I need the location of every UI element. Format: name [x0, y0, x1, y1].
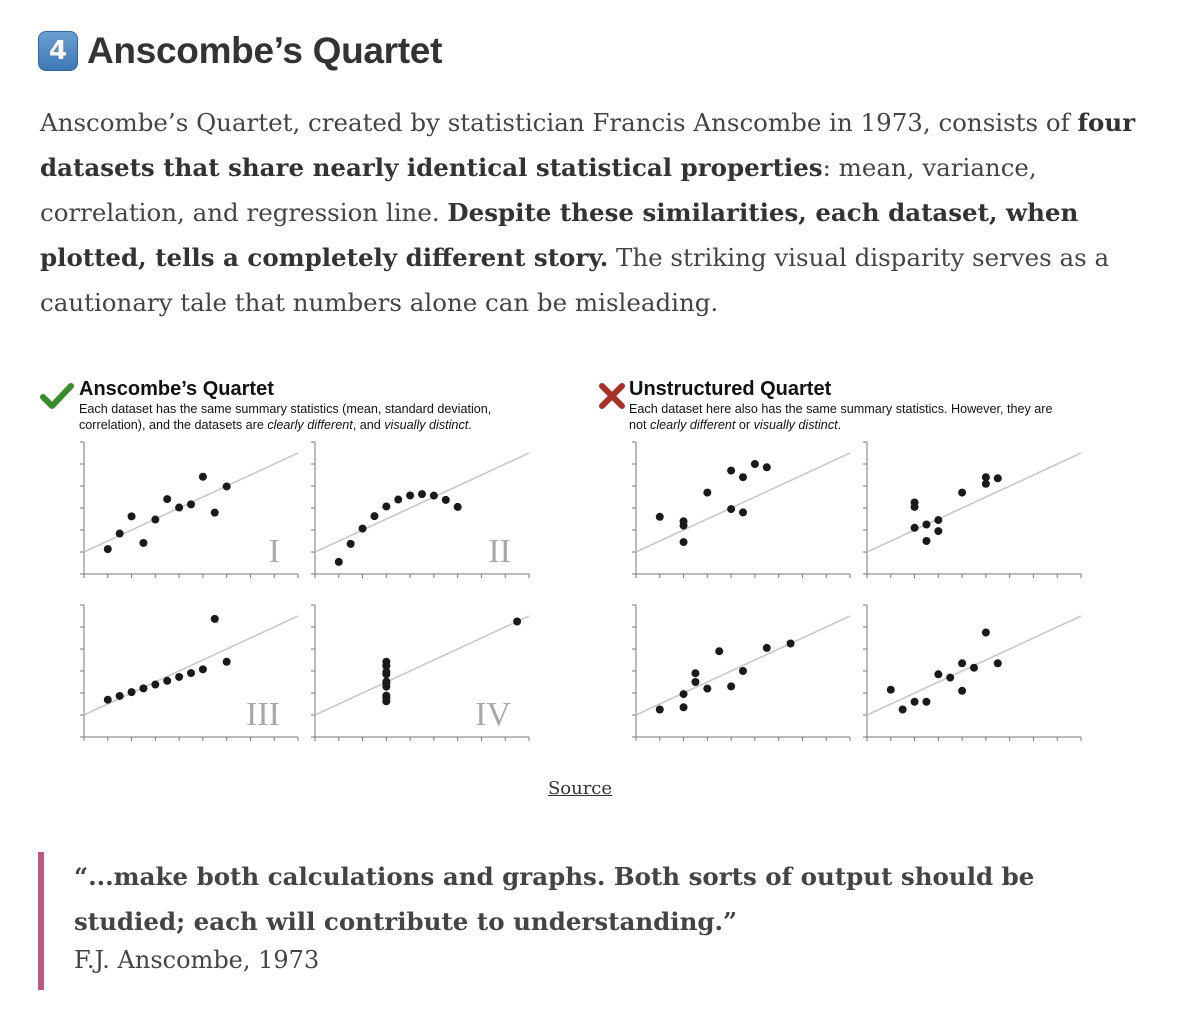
left-panel-title: Anscombe’s Quartet	[79, 378, 274, 400]
data-point	[727, 682, 735, 690]
scatter-plot-8	[863, 605, 1081, 741]
data-point	[958, 659, 966, 667]
scatter-plot-3	[80, 605, 298, 741]
data-point	[199, 473, 207, 481]
quote-attribution: F.J. Anscombe, 1973	[74, 946, 320, 974]
data-point	[151, 516, 159, 524]
dataset-label: IV	[475, 696, 511, 733]
data-point	[751, 460, 759, 468]
data-point	[347, 540, 355, 548]
data-point	[934, 527, 942, 535]
intro-text-3: The striking visual disparity serves as a cautionary tale that numbers alone can be misleading.	[40, 243, 1110, 317]
source-link[interactable]: Source	[547, 778, 613, 799]
data-point	[727, 505, 735, 513]
scatter-plots	[0, 370, 1200, 770]
data-point	[922, 698, 930, 706]
data-point	[382, 694, 390, 702]
data-point	[223, 658, 231, 666]
data-point	[982, 473, 990, 481]
data-point	[370, 512, 378, 520]
data-point	[787, 640, 795, 648]
dataset-label: I	[268, 533, 280, 570]
data-point	[703, 489, 711, 497]
data-point	[163, 677, 171, 685]
right-desc-text-1: Each dataset here also has the same summary statistics. However, they are not	[629, 402, 1053, 432]
quote-text: “...make both calculations and graphs. Both sorts of output should be studied; each will contribute to understanding.”	[74, 862, 1035, 936]
right-desc-text-2: or	[735, 418, 754, 432]
regression-line	[636, 616, 850, 715]
section-heading	[38, 30, 442, 72]
data-point	[418, 490, 426, 498]
data-point	[680, 538, 688, 546]
data-point	[139, 684, 147, 692]
data-point	[958, 687, 966, 695]
data-point	[680, 522, 688, 530]
data-point	[359, 525, 367, 533]
data-point	[128, 688, 136, 696]
data-point	[739, 667, 747, 675]
data-point	[223, 482, 231, 490]
keycap-number-icon: 4	[38, 31, 78, 71]
data-point	[513, 618, 521, 626]
data-point	[104, 696, 112, 704]
data-point	[335, 558, 343, 566]
data-point	[739, 473, 747, 481]
scatter-plot-7	[632, 605, 850, 741]
data-point	[656, 706, 664, 714]
data-point	[691, 678, 699, 686]
data-point	[406, 491, 414, 499]
data-point	[430, 492, 438, 500]
data-point	[128, 512, 136, 520]
data-point	[175, 673, 183, 681]
data-point	[454, 503, 462, 511]
scatter-plot-6	[863, 442, 1081, 578]
data-point	[911, 698, 919, 706]
data-point	[934, 670, 942, 678]
data-point	[934, 516, 942, 524]
data-point	[163, 495, 171, 503]
intro-paragraph	[40, 100, 1160, 325]
data-point	[211, 509, 219, 517]
left-desc-em-1: clearly different	[267, 418, 353, 432]
quartet-figure	[0, 370, 1200, 770]
scatter-plot-4	[311, 605, 529, 741]
data-point	[946, 674, 954, 682]
data-point	[958, 489, 966, 497]
data-point	[104, 545, 112, 553]
dataset-label: III	[246, 696, 280, 733]
data-point	[763, 463, 771, 471]
data-point	[116, 530, 124, 538]
data-point	[680, 703, 688, 711]
data-point	[911, 499, 919, 507]
scatter-plot-2	[311, 442, 529, 578]
intro-text-2: : mean, variance, correlation, and regression line.	[40, 153, 1037, 227]
data-point	[887, 686, 895, 694]
data-point	[199, 665, 207, 673]
data-point	[763, 644, 771, 652]
data-point	[656, 513, 664, 521]
left-desc-em-2: visually distinct	[384, 418, 469, 432]
data-point	[911, 524, 919, 532]
data-point	[727, 467, 735, 475]
data-point	[151, 681, 159, 689]
blockquote	[38, 852, 1138, 990]
data-point	[739, 508, 747, 516]
dataset-label: II	[488, 533, 511, 570]
data-point	[382, 502, 390, 510]
data-point	[175, 504, 183, 512]
data-point	[139, 539, 147, 547]
data-point	[703, 685, 711, 693]
right-desc-em-1: clearly different	[650, 418, 736, 432]
data-point	[382, 679, 390, 687]
data-point	[691, 669, 699, 677]
regression-line	[867, 453, 1081, 552]
data-point	[442, 496, 450, 504]
right-desc-text-3: .	[837, 418, 842, 432]
data-point	[970, 664, 978, 672]
intro-text-1: Anscombe’s Quartet, created by statistician Francis Anscombe in 1973, consists of	[40, 108, 1078, 137]
left-desc-text-1: Each dataset has the same summary statistics (mean, standard deviation, correlation), and the datasets are	[79, 402, 492, 432]
right-desc-em-2: visually distinct	[753, 418, 838, 432]
data-point	[994, 474, 1002, 482]
data-point	[922, 521, 930, 529]
right-panel-title: Unstructured Quartet	[629, 378, 832, 400]
data-point	[394, 496, 402, 504]
intro-bold-2: Despite these similarities, each dataset, when plotted, tells a completely different story.	[40, 198, 1079, 272]
intro-bold-1: four datasets that share nearly identical statistical properties	[40, 108, 1136, 182]
data-point	[382, 668, 390, 676]
data-point	[116, 692, 124, 700]
data-point	[982, 629, 990, 637]
scatter-plot-5	[632, 442, 850, 578]
left-desc-text-2: , and	[352, 418, 385, 432]
data-point	[187, 500, 195, 508]
data-point	[715, 647, 723, 655]
left-desc-text-3: .	[468, 418, 472, 432]
data-point	[922, 537, 930, 545]
page-title: Anscombe’s Quartet	[87, 30, 443, 71]
regression-line	[636, 453, 850, 552]
data-point	[187, 669, 195, 677]
data-point	[899, 706, 907, 714]
data-point	[680, 690, 688, 698]
data-point	[994, 659, 1002, 667]
data-point	[211, 615, 219, 623]
scatter-plot-1	[80, 442, 298, 578]
